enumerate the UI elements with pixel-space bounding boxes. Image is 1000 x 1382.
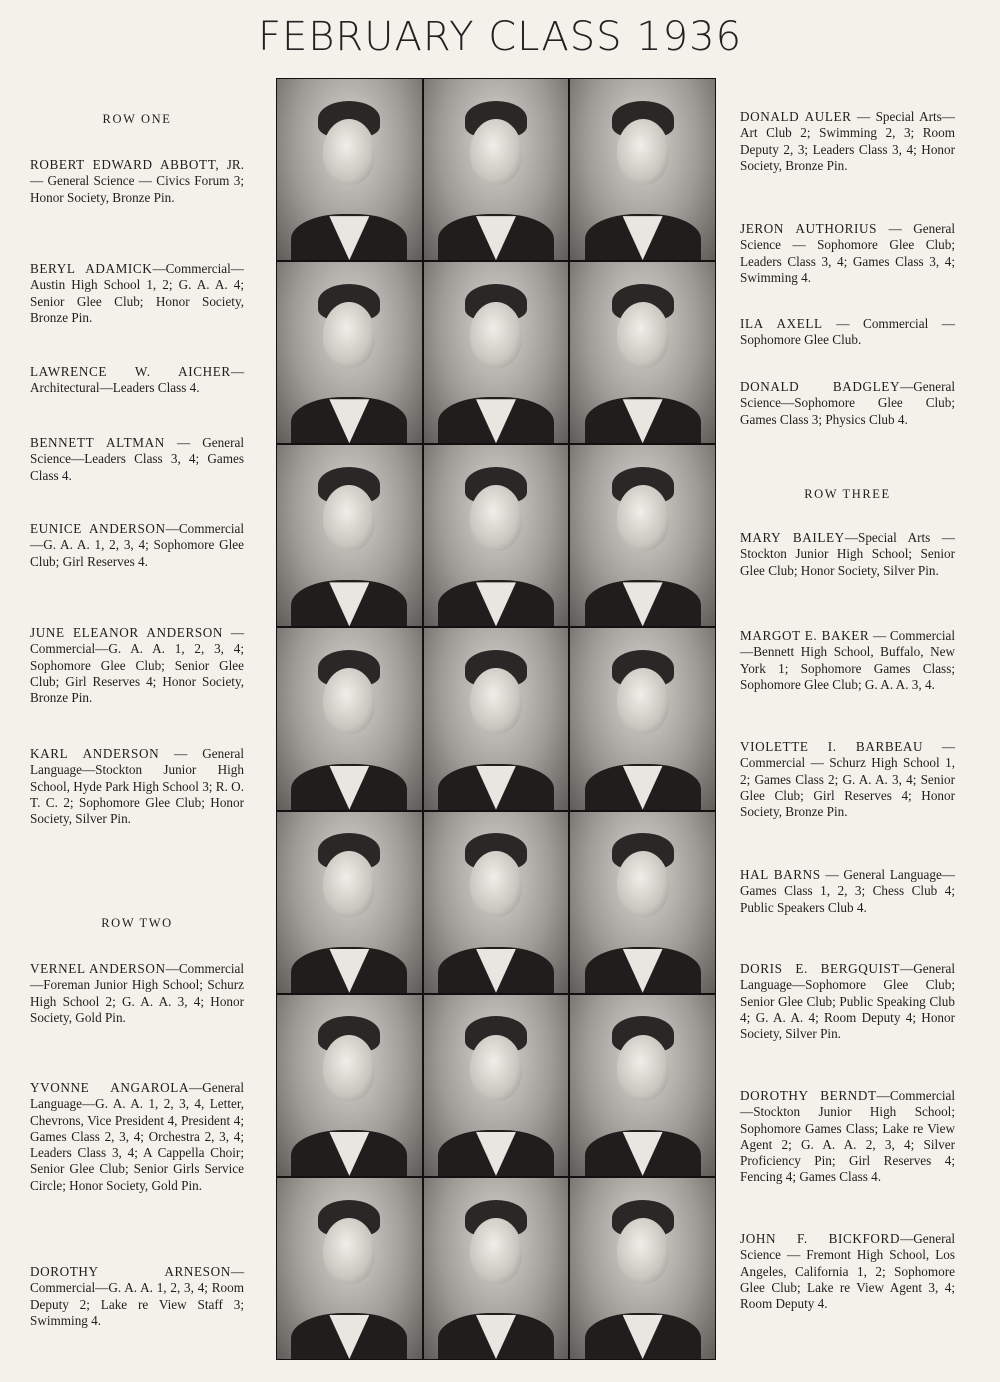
student-portrait-photo xyxy=(277,445,422,626)
student-details: — General Science—Leaders Class 3, 4; Games Class 4. xyxy=(30,435,244,483)
portrait-face xyxy=(323,119,375,185)
student-details: —Architectural—Leaders Class 4. xyxy=(30,364,244,396)
student-entry xyxy=(30,1264,244,1329)
student-name: MARY BAILEY xyxy=(740,530,845,545)
student-name: JUNE ELEANOR ANDERSON xyxy=(30,625,224,640)
student-entry xyxy=(740,221,955,286)
student-name: EUNICE ANDERSON xyxy=(30,521,166,536)
student-name: JOHN F. BICKFORD xyxy=(740,1231,901,1246)
student-entry xyxy=(30,364,244,397)
student-portrait-photo xyxy=(277,628,422,809)
student-name: BERYL ADAMICK xyxy=(30,261,153,276)
student-entry xyxy=(740,961,955,1042)
student-entry xyxy=(740,628,955,693)
student-portrait-photo xyxy=(277,262,422,443)
student-portrait-photo xyxy=(277,812,422,993)
portrait-face xyxy=(617,668,669,734)
student-details: — General Science — Sophomore Glee Club; Leaders Class 3, 4; Games Class 3, 4; Swimming 4. xyxy=(740,221,956,285)
row-one-heading: ROW ONE xyxy=(102,112,172,126)
student-entry xyxy=(30,261,244,326)
student-portrait-photo xyxy=(424,628,569,809)
portrait-face xyxy=(617,1035,669,1101)
page-title: FEBRUARY CLASS 1936 xyxy=(257,14,743,60)
student-portrait-photo xyxy=(570,445,715,626)
student-details: —General Science — Fremont High School, Los Angeles, California 1, 2; Sophomore Glee Club; Lake re View Agent 3, 4; Room Deputy 4. xyxy=(740,1231,955,1312)
student-portrait-photo xyxy=(570,262,715,443)
portrait-face xyxy=(323,668,375,734)
student-entry xyxy=(30,435,244,484)
portrait-face xyxy=(470,485,522,551)
portrait-face xyxy=(323,1035,375,1101)
student-name: LAWRENCE W. AICHER xyxy=(30,364,231,379)
portrait-face xyxy=(323,485,375,551)
student-name: ILA AXELL xyxy=(740,316,823,331)
student-portrait-photo xyxy=(424,262,569,443)
student-name: ROBERT EDWARD ABBOTT, xyxy=(30,157,220,172)
student-name: HAL BARNS xyxy=(740,867,821,882)
portrait-face xyxy=(617,119,669,185)
student-portrait-photo xyxy=(570,995,715,1176)
student-entry xyxy=(30,521,244,570)
student-portrait-photo xyxy=(424,1178,569,1359)
portrait-face xyxy=(617,302,669,368)
student-entry xyxy=(740,109,955,174)
student-portrait-photo xyxy=(424,79,569,260)
student-details: —Commercial—G. A. A. 1, 2, 3, 4; Sophomore Glee Club; Senior Glee Club; Girl Reserves 4; Honor Society, Bronze Pin. xyxy=(30,625,245,706)
student-entry xyxy=(740,1231,955,1312)
student-portrait-photo xyxy=(570,79,715,260)
student-details: — Commercial — Sophomore Glee Club. xyxy=(740,316,955,348)
portrait-face xyxy=(470,119,522,185)
portrait-face xyxy=(617,485,669,551)
portrait-face xyxy=(323,851,375,917)
student-details: — Special Arts—Art Club 2; Swimming 2, 3; Room Deputy 2, 3; Leaders Class 3, 4; Honor Society, Bronze Pin. xyxy=(740,109,955,173)
student-entry xyxy=(740,1088,955,1186)
student-details: —General Language—Sophomore Glee Club; Senior Glee Club; Public Speaking Club 4; G. A. A. 4; Room Deputy 4; Honor Society, Silver Pin. xyxy=(740,961,955,1042)
student-details: — General Language—Stockton Junior High School, Hyde Park High School 3; R. O. T. C. 2; Sophomore Glee Club; Honor Society, Silver Pin. xyxy=(30,746,245,827)
student-portrait-photo xyxy=(277,1178,422,1359)
student-entry xyxy=(740,379,955,428)
student-name: VERNEL ANDERSON xyxy=(30,961,166,976)
portrait-face xyxy=(617,851,669,917)
student-name: JERON AUTHORIUS xyxy=(740,221,878,236)
student-portrait-photo xyxy=(277,995,422,1176)
portrait-face xyxy=(470,1035,522,1101)
student-portrait-photo xyxy=(424,812,569,993)
student-name: DORIS E. BERGQUIST xyxy=(740,961,901,976)
student-entry xyxy=(30,746,244,827)
student-entry xyxy=(740,316,955,349)
student-details: JR. — General Science — Civics Forum 3; Honor Society, Bronze Pin. xyxy=(30,157,245,205)
student-details: —General Language—G. A. A. 1, 2, 3, 4, Letter, Chevrons, Vice President 4, President 4; Games Class 2, 3, 4; Orchestra 2, 3, 4; Leaders Class 3, 4; A Cappella Choir; Senior Glee Club; Senior Girls Service Circle; Honor Society, Gold Pin. xyxy=(30,1080,244,1193)
student-entry xyxy=(740,530,955,579)
portrait-face xyxy=(470,1218,522,1284)
student-portrait-photo xyxy=(424,445,569,626)
student-name: DOROTHY BERNDT xyxy=(740,1088,877,1103)
portrait-face xyxy=(323,302,375,368)
portrait-face xyxy=(617,1218,669,1284)
student-details: —Commercial—Austin High School 1, 2; G. A. A. 4; Senior Glee Club; Honor Society, Bronze Pin. xyxy=(30,261,244,325)
student-name: DONALD AULER xyxy=(740,109,852,124)
student-portrait-photo xyxy=(277,79,422,260)
student-name: DONALD BADGLEY xyxy=(740,379,901,394)
student-entry xyxy=(30,961,244,1026)
portrait-face xyxy=(470,668,522,734)
student-name: YVONNE ANGAROLA xyxy=(30,1080,190,1095)
student-entry xyxy=(30,157,244,206)
student-entry xyxy=(30,625,244,706)
row-two-heading: ROW TWO xyxy=(101,916,173,930)
student-details: —Commercial—Foreman Junior High School; Schurz High School 2; G. A. A. 3, 4; Honor Society, Gold Pin. xyxy=(30,961,244,1025)
student-details: —Special Arts —Stockton Junior High School; Senior Glee Club; Honor Society, Silver Pin. xyxy=(740,530,955,578)
student-details: — General Language—Games Class 1, 2, 3; Chess Club 4; Public Speakers Club 4. xyxy=(740,867,955,915)
student-portrait-photo xyxy=(424,995,569,1176)
student-details: — Commercial—Bennett High School, Buffalo, New York 1; Sophomore Games Class; Sophomore Glee Club; G. A. A. 3, 4. xyxy=(740,628,956,692)
student-entry xyxy=(740,867,955,916)
student-name: MARGOT E. BAKER xyxy=(740,628,870,643)
student-details: — Commercial — Schurz High School 1, 2; Games Class 2; G. A. A. 3, 4; Senior Glee Club; Girl Reserves 4; Honor Society, Bronze Pin. xyxy=(740,739,956,820)
student-entry xyxy=(740,739,955,820)
portrait-face xyxy=(470,302,522,368)
photo-grid xyxy=(276,78,716,1360)
student-details: —Commercial—G. A. A. 1, 2, 3, 4; Room Deputy 2; Lake re View Staff 3; Swimming 4. xyxy=(30,1264,244,1328)
student-details: —Commercial—Stockton Junior High School; Sophomore Games Class; Lake re View Agent 2; G. A. A. 2, 3, 4; Silver Proficiency Pin; Girl Reserves 4; Fencing 4; Games Class 4. xyxy=(740,1088,955,1185)
row-three-heading: ROW THREE xyxy=(804,487,891,501)
student-details: —General Science—Sophomore Glee Club; Games Class 3; Physics Club 4. xyxy=(740,379,955,427)
student-name: VIOLETTE I. BARBEAU xyxy=(740,739,924,754)
student-portrait-photo xyxy=(570,628,715,809)
student-name: DOROTHY ARNESON xyxy=(30,1264,231,1279)
student-name: KARL ANDERSON xyxy=(30,746,160,761)
student-portrait-photo xyxy=(570,1178,715,1359)
portrait-face xyxy=(323,1218,375,1284)
student-details: —Commercial—G. A. A. 1, 2, 3, 4; Sophomore Glee Club; Girl Reserves 4. xyxy=(30,521,244,569)
student-name: BENNETT ALTMAN xyxy=(30,435,165,450)
student-portrait-photo xyxy=(570,812,715,993)
portrait-face xyxy=(470,851,522,917)
student-entry xyxy=(30,1080,244,1194)
